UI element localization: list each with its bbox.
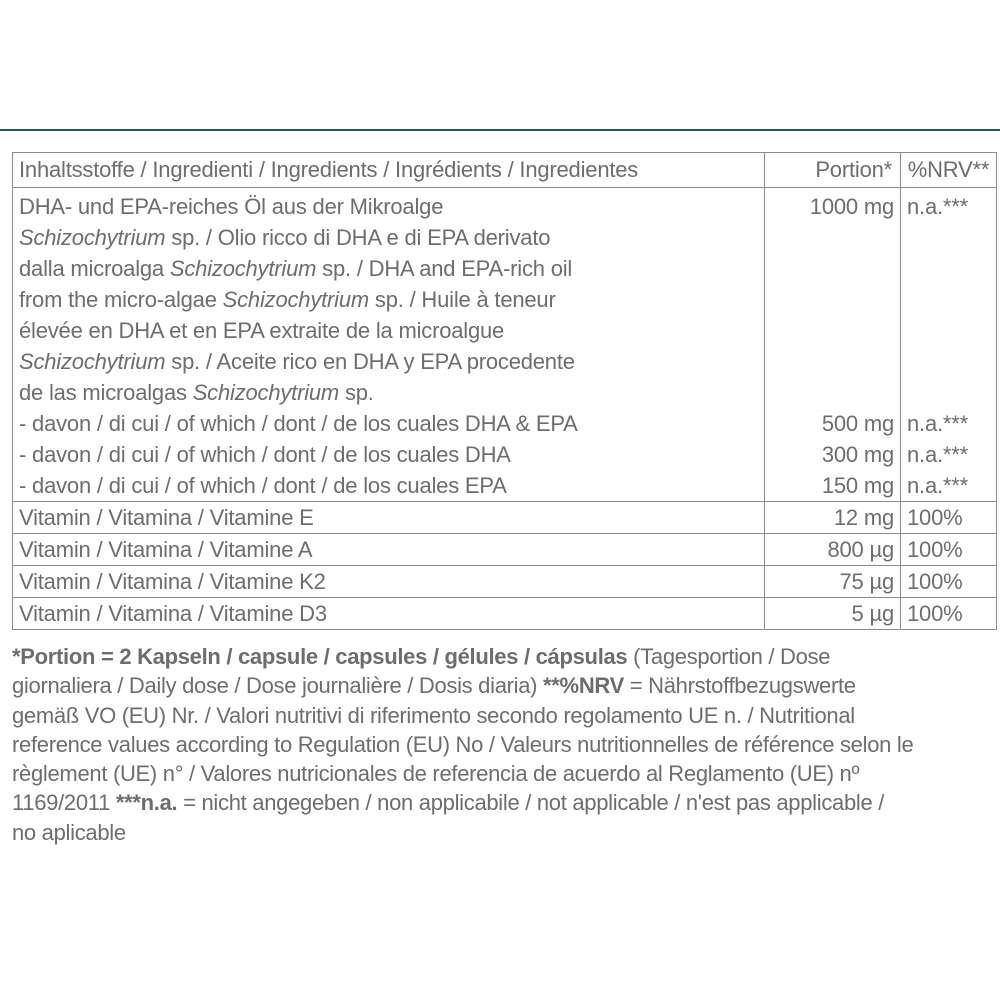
oil-line: Schizochytrium sp. / Olio ricco di DHA e di EPA derivato — [19, 225, 551, 250]
footnote-line: reference values according to Regulation (EU) No / Valeurs nutritionnelles de référence selon le — [12, 731, 914, 757]
header-nrv: %NRV** — [901, 153, 997, 188]
table-row — [13, 598, 997, 630]
top-divider — [0, 129, 1000, 131]
footnote — [12, 642, 987, 847]
nrv-value: n.a.*** — [907, 442, 968, 467]
portion-value: 150 mg — [821, 473, 894, 498]
vitamin-name: Vitamin / Vitamina / Vitamine D3 — [13, 598, 765, 630]
footnote-line: *Portion = 2 Kapseln / capsule / capsules / gélules / cápsulas (Tagesportion / Dose — [12, 644, 831, 669]
table-row — [13, 534, 997, 566]
header-portion: Portion* — [765, 153, 901, 188]
vitamin-name: Vitamin / Vitamina / Vitamine A — [13, 534, 765, 566]
portion-value: 1000 mg — [809, 194, 894, 219]
vitamin-portion: 5 µg — [765, 598, 901, 630]
nutrition-table — [12, 152, 997, 630]
oil-line: élevée en DHA et en EPA extraite de la microalgue — [19, 318, 505, 343]
vitamin-nrv: 100% — [901, 534, 997, 566]
nrv-value: n.a.*** — [907, 411, 968, 436]
table-header-row — [13, 153, 997, 188]
vitamin-name: Vitamin / Vitamina / Vitamine E — [13, 502, 765, 534]
nrv-value: n.a.*** — [907, 473, 968, 498]
vitamin-portion: 12 mg — [765, 502, 901, 534]
nrv-value: n.a.*** — [907, 194, 968, 219]
oil-line: from the micro-algae Schizochytrium sp. / Huile à teneur — [19, 287, 556, 312]
footnote-line: 1169/2011 ***n.a. = nicht angegeben / non applicabile / not applicable / n'est pas applicable / — [12, 790, 885, 816]
vitamin-nrv: 100% — [901, 502, 997, 534]
vitamin-nrv: 100% — [901, 598, 997, 630]
table-row — [13, 502, 997, 534]
footnote-line: giornaliera / Daily dose / Dose journalière / Dosis diaria) **%NRV = Nährstoffbezugswerte — [12, 673, 856, 699]
oil-line: dalla microalga Schizochytrium sp. / DHA and EPA-rich oil — [19, 256, 573, 281]
vitamin-nrv: 100% — [901, 566, 997, 598]
oil-description — [13, 188, 765, 502]
footnote-line: règlement (UE) n° / Valores nutricionales de referencia de acuerdo al Reglamento (UE) nº — [12, 761, 860, 787]
oil-portions — [765, 188, 901, 502]
table-row — [13, 566, 997, 598]
sub-item-dha-epa: - davon / di cui / of which / dont / de los cuales DHA & EPA — [19, 411, 578, 436]
oil-line: de las microalgas Schizochytrium sp. — [19, 380, 374, 405]
vitamin-portion: 800 µg — [765, 534, 901, 566]
footnote-line: gemäß VO (EU) Nr. / Valori nutritivi di riferimento secondo regolamento UE n. / Nutritional — [12, 702, 855, 728]
vitamin-name: Vitamin / Vitamina / Vitamine K2 — [13, 566, 765, 598]
portion-value: 500 mg — [821, 411, 894, 436]
sub-item-epa: - davon / di cui / of which / dont / de los cuales EPA — [19, 473, 507, 498]
footnote-line: no aplicable — [12, 819, 126, 845]
vitamin-portion: 75 µg — [765, 566, 901, 598]
oil-row — [13, 188, 997, 502]
oil-line: Schizochytrium sp. / Aceite rico en DHA y EPA procedente — [19, 349, 575, 374]
oil-line: DHA- und EPA-reiches Öl aus der Mikroalge — [19, 194, 444, 219]
portion-value: 300 mg — [821, 442, 894, 467]
sub-item-dha: - davon / di cui / of which / dont / de los cuales DHA — [19, 442, 511, 467]
header-ingredients: Inhaltsstoffe / Ingredienti / Ingredients / Ingrédients / Ingredientes — [13, 153, 765, 188]
oil-nrvs — [901, 188, 997, 502]
